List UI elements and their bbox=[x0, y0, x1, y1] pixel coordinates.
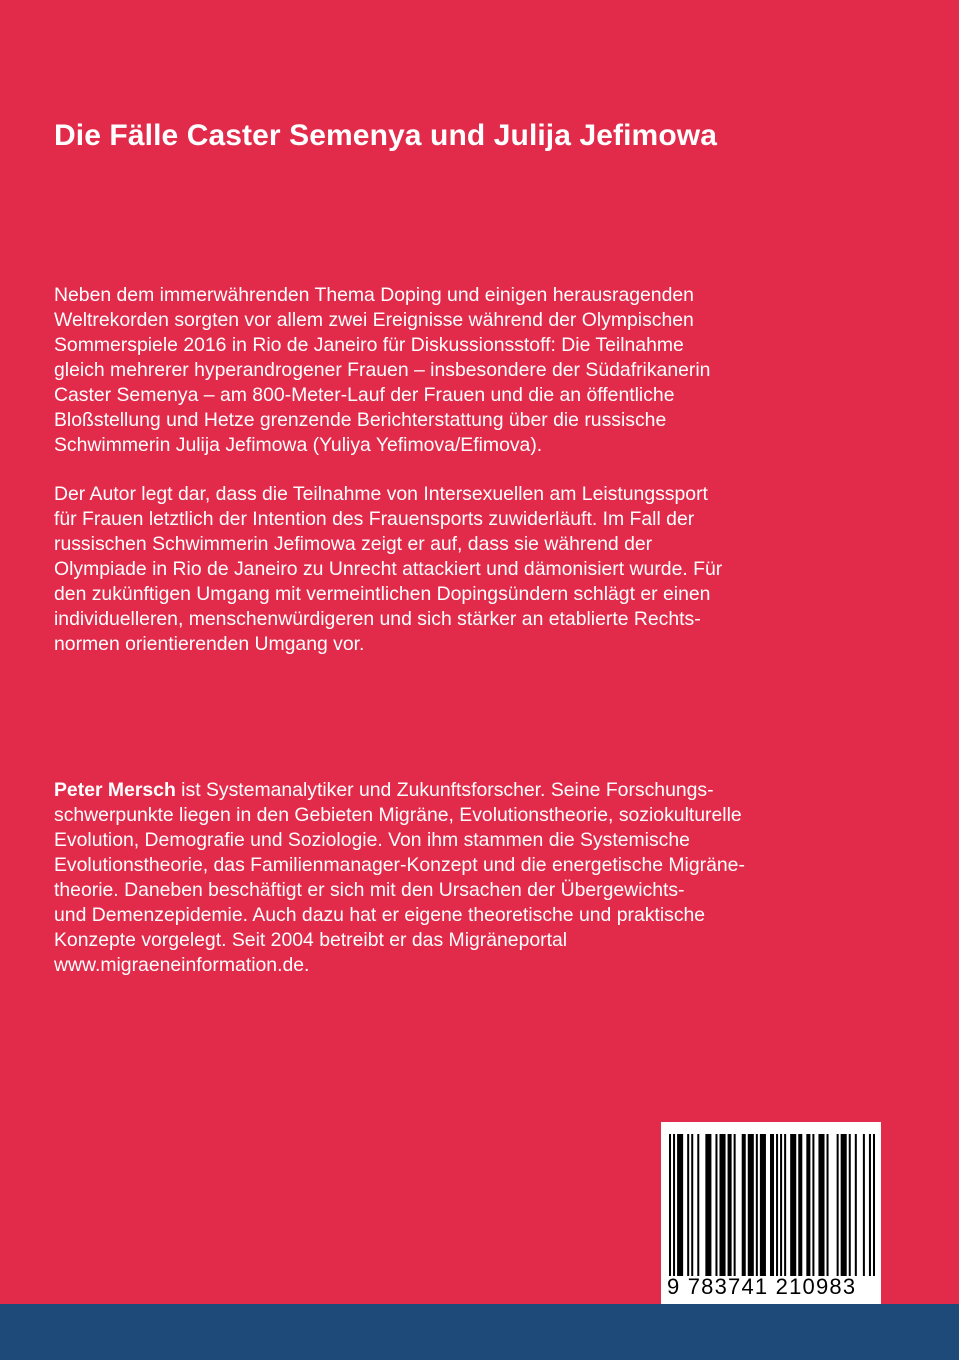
barcode-bars bbox=[669, 1134, 875, 1276]
blurb-paragraph-2 bbox=[54, 482, 914, 657]
blurb-line: Sommerspiele 2016 in Rio de Janeiro für Diskussionsstoff: Die Teilnahme bbox=[54, 334, 684, 356]
barcode-bar bbox=[855, 1134, 857, 1276]
barcode-bar bbox=[873, 1134, 875, 1276]
barcode-bar bbox=[812, 1134, 814, 1276]
author-bio-line: Evolution, Demografie und Soziologie. Von ihm stammen die Systemische bbox=[54, 829, 690, 851]
barcode-bar bbox=[837, 1134, 839, 1276]
blurb-line: Neben dem immerwährenden Thema Doping und einigen herausragenden bbox=[54, 284, 694, 306]
barcode-bar bbox=[790, 1134, 796, 1276]
barcode-bar bbox=[776, 1134, 778, 1276]
isbn-barcode bbox=[661, 1122, 881, 1304]
barcode-bar bbox=[869, 1134, 871, 1276]
blurb-line: normen orientierenden Umgang vor. bbox=[54, 633, 365, 655]
blurb-line: Schwimmerin Julija Jefimowa (Yuliya Yefimova/Efimova). bbox=[54, 434, 543, 456]
bottom-color-band bbox=[0, 1304, 959, 1360]
blurb-line: Weltrekorden sorgten vor allem zwei Ereignisse während der Olympischen bbox=[54, 309, 694, 331]
barcode-bar bbox=[719, 1134, 725, 1276]
barcode-bar bbox=[798, 1134, 802, 1276]
blurb-paragraph-1 bbox=[54, 283, 914, 458]
barcode-bar bbox=[748, 1134, 754, 1276]
author-bio-line: schwerpunkte liegen in den Gebieten Migräne, Evolutionstheorie, soziokulturelle bbox=[54, 804, 742, 826]
barcode-bar bbox=[677, 1134, 683, 1276]
barcode-bar bbox=[806, 1134, 810, 1276]
author-bio-line: Evolutionstheorie, das Familienmanager-Konzept und die energetische Migräne- bbox=[54, 854, 745, 876]
author-name: Peter Mersch bbox=[54, 779, 176, 801]
barcode-bar bbox=[841, 1134, 847, 1276]
author-bio-line: theorie. Daneben beschäftigt er sich mit den Ursachen der Übergewichts- bbox=[54, 879, 685, 901]
author-bio-line: www.migraeneinformation.de. bbox=[54, 954, 310, 976]
book-title: Die Fälle Caster Semenya und Julija Jefimowa bbox=[54, 119, 717, 152]
blurb-line: für Frauen letztlich der Intention des Frauensports zuwiderläuft. Im Fall der bbox=[54, 508, 695, 530]
blurb-line: gleich mehrerer hyperandrogener Frauen – insbesondere der Südafrikanerin bbox=[54, 359, 711, 381]
blurb-line: Olympiade in Rio de Janeiro zu Unrecht attackiert und dämonisiert wurde. Für bbox=[54, 558, 723, 580]
barcode-bar bbox=[863, 1134, 865, 1276]
barcode-bar bbox=[849, 1134, 851, 1276]
blurb-line: Der Autor legt dar, dass die Teilnahme von Intersexuellen am Leistungssport bbox=[54, 483, 708, 505]
isbn-digits: 9 783741 210983 bbox=[667, 1274, 857, 1299]
barcode-bar bbox=[742, 1134, 746, 1276]
barcode-bar bbox=[818, 1134, 824, 1276]
blurb-line: individuelleren, menschenwürdigeren und sich stärker an etablierte Rechts- bbox=[54, 608, 701, 630]
barcode-bar bbox=[734, 1134, 736, 1276]
author-bio bbox=[54, 778, 914, 978]
barcode-bar bbox=[669, 1134, 671, 1276]
barcode-bar bbox=[697, 1134, 699, 1276]
blurb-line: Bloßstellung und Hetze grenzende Berichterstattung über die russische bbox=[54, 409, 667, 431]
barcode-bar bbox=[827, 1134, 829, 1276]
blurb-line: russischen Schwimmerin Jefimowa zeigt er auf, dass sie während der bbox=[54, 533, 653, 555]
barcode-bar bbox=[728, 1134, 732, 1276]
blurb-line: Caster Semenya – am 800-Meter-Lauf der Frauen und die an öffentliche bbox=[54, 384, 675, 406]
blurb-line: den zukünftigen Umgang mit vermeintlichen Dopingsündern schlägt er einen bbox=[54, 583, 711, 605]
barcode-bar bbox=[673, 1134, 675, 1276]
barcode-bar bbox=[756, 1134, 758, 1276]
author-bio-line: und Demenzepidemie. Auch dazu hat er eigene theoretische und praktische bbox=[54, 904, 706, 926]
barcode-bar bbox=[784, 1134, 786, 1276]
barcode-bar bbox=[705, 1134, 711, 1276]
author-bio-line-rest: ist Systemanalytiker und Zukunftsforscher. Seine Forschungs- bbox=[175, 779, 714, 801]
barcode-bar bbox=[770, 1134, 774, 1276]
author-bio-first-line bbox=[54, 778, 914, 803]
barcode-bar bbox=[780, 1134, 782, 1276]
barcode-bar bbox=[687, 1134, 689, 1276]
barcode-bar bbox=[691, 1134, 693, 1276]
author-bio-line: Konzepte vorgelegt. Seit 2004 betreibt er das Migräneportal bbox=[54, 929, 568, 951]
barcode-bar bbox=[715, 1134, 717, 1276]
barcode-bar bbox=[760, 1134, 766, 1276]
